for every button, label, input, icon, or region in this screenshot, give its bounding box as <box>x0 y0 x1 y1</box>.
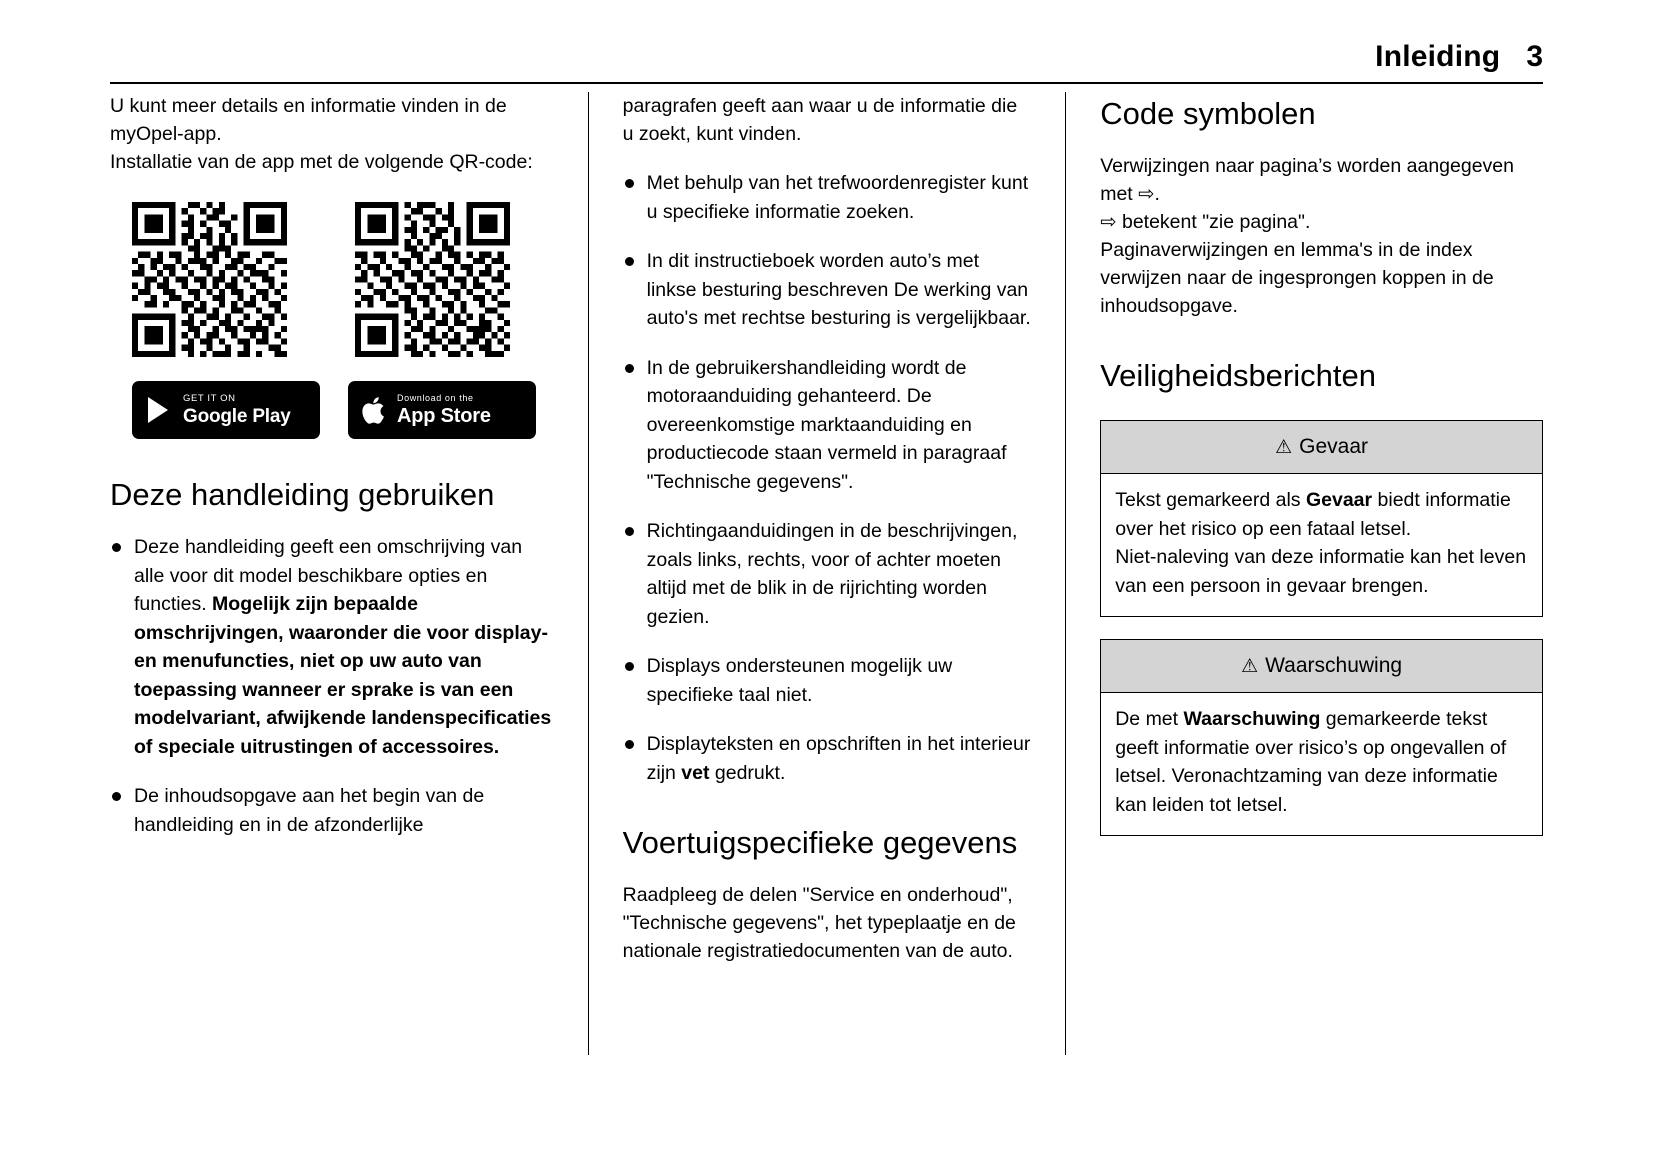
column-left <box>110 92 588 1055</box>
notice-danger <box>1100 420 1543 617</box>
app-store-badge-small: Download on the <box>397 393 474 403</box>
notice-text-bold: Gevaar <box>1305 489 1373 511</box>
heading-veiligheidsberichten: Veiligheidsberichten <box>1100 358 1376 393</box>
column1-bullet-list <box>110 533 554 839</box>
intro-paragraph-1: U kunt meer details en informatie vinden in de myOpel-app. <box>110 95 507 145</box>
list-item <box>623 247 1032 333</box>
apple-icon <box>362 394 388 426</box>
page-number: 3 <box>1526 40 1543 73</box>
voertuig-paragraph: Raadpleeg de delen "Service en onderhoud", "Technische gegevens", het typeplaatje en de nationale registratiedocumenten van de auto. <box>622 884 1016 962</box>
column2-bullet-list <box>623 169 1032 787</box>
app-store-badge[interactable] <box>348 381 536 439</box>
list-item <box>110 533 554 761</box>
google-play-badge-small: GET IT ON <box>183 393 236 405</box>
page-title: Inleiding <box>1375 40 1501 73</box>
list-item <box>623 730 1032 787</box>
notice-warning-title: Waarschuwing <box>1265 654 1403 677</box>
intro-paragraph-2: Installatie van de app met de volgende QR-code: <box>110 151 533 173</box>
list-item <box>623 169 1032 226</box>
bullet-text-suffix: gedrukt. <box>709 761 786 784</box>
code-paragraph-2: ⇨ betekent "zie pagina". <box>1100 211 1311 233</box>
list-item <box>623 517 1032 631</box>
qr-app-store-icon <box>355 202 510 357</box>
page-columns <box>110 92 1543 1055</box>
google-play-badge-label: Google Play <box>183 405 291 427</box>
notice-warning-header <box>1101 640 1542 693</box>
bullet-text-prefix: Displayteksten en opschriften in het interieur zijn <box>646 733 1031 784</box>
google-play-badge[interactable] <box>132 381 320 439</box>
warning-triangle-icon: ⚠ <box>1241 656 1259 677</box>
bullet-text-bold: Mogelijk zijn bepaalde omschrijvingen, waaronder die voor display- en menufuncties, niet op uw auto van toepassing wanneer er sprake is van een modelvariant, afwijkende landenspecificaties of speciale uitrustingen of accessoires. <box>134 593 552 758</box>
continuation-paragraph: paragrafen geeft aan waar u de informatie die u zoekt, kunt vinden. <box>622 95 1018 145</box>
notice-text-bold: Waarschuwing <box>1183 708 1321 730</box>
notice-text-suffix: biedt informatie over het risico op een fataal letsel. <box>1115 489 1511 540</box>
bullet-text: In de gebruikershandleiding wordt de motoraanduiding gehanteerd. De overeenkomstige marktaanduiding en productiecode staan vermeld in paragraaf "Technische gegevens". <box>646 356 1007 493</box>
notice-text-suffix: gemarkeerde tekst geeft informatie over risico’s op ongevallen of letsel. Veronachtzaming van deze informatie kan leiden tot letsel. <box>1115 708 1507 816</box>
notice-danger-body <box>1101 474 1542 616</box>
heading-voertuigspecifieke-gegevens: Voertuigspecifieke gegevens <box>622 825 1018 860</box>
warning-triangle-icon: ⚠ <box>1275 437 1293 458</box>
notice-danger-title: Gevaar <box>1299 435 1369 458</box>
store-badge-row <box>132 381 554 439</box>
column-middle <box>588 92 1066 1055</box>
list-item <box>110 782 554 839</box>
bullet-text: In dit instructieboek worden auto’s met linkse besturing beschreven De werking van auto's met rechtse besturing is vergelijkbaar. <box>646 250 1031 329</box>
list-item <box>623 652 1032 709</box>
code-paragraph-3: Paginaverwijzingen en lemma's in de index verwijzen naar de ingesprongen koppen in de inhoudsopgave. <box>1100 239 1494 317</box>
notice-warning-body <box>1101 693 1542 835</box>
header-divider <box>110 82 1543 84</box>
notice-text-extra: Niet-naleving van deze informatie kan het leven van een persoon in gevaar brengen. <box>1115 546 1527 597</box>
notice-danger-header <box>1101 421 1542 474</box>
bullet-text-normal: De inhoudsopgave aan het begin van de handleiding en in de afzonderlijke <box>134 785 485 836</box>
notice-text-prefix: De met <box>1115 708 1184 730</box>
google-play-icon <box>146 395 174 425</box>
qr-google-play-icon <box>132 202 287 357</box>
code-paragraph-1: Verwijzingen naar pagina’s worden aangegeven met ⇨. <box>1100 155 1514 205</box>
qr-code-row <box>132 202 554 357</box>
bullet-text-bold: vet <box>681 761 710 784</box>
bullet-text: Met behulp van het trefwoordenregister kunt u specifieke informatie zoeken. <box>646 172 1029 223</box>
list-item <box>623 354 1032 497</box>
heading-code-symbolen: Code symbolen <box>1100 96 1316 131</box>
bullet-text: Displays ondersteunen mogelijk uw specifieke taal niet. <box>646 655 953 706</box>
column-right <box>1065 92 1543 1055</box>
bullet-text: Richtingaanduidingen in de beschrijvingen, zoals links, rechts, voor of achter moeten altijd met de blik in de rijrichting worden gezien. <box>646 520 1018 628</box>
bullet-text-normal: Deze handleiding geeft een omschrijving van alle voor dit model beschikbare opties en functies. <box>134 536 523 615</box>
heading-deze-handleiding: Deze handleiding gebruiken <box>110 477 495 512</box>
notice-warning <box>1100 639 1543 836</box>
app-store-badge-label: App Store <box>397 405 491 427</box>
notice-text-prefix: Tekst gemarkeerd als <box>1115 489 1306 511</box>
page-header <box>110 40 1543 92</box>
